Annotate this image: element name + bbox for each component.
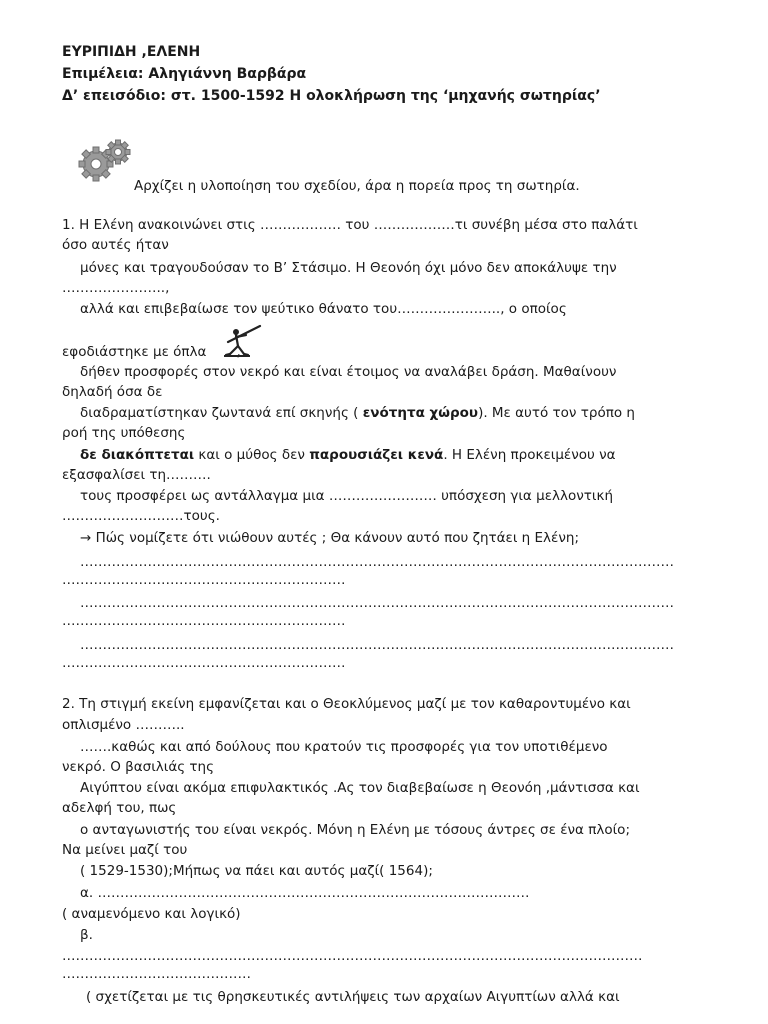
- q2-answer-a[interactable]: α. ……………………………………………………………………………………: [80, 885, 530, 901]
- no-interruption-term: δε διακόπτεται: [80, 447, 195, 463]
- q1-line-9a: διαδραματίστηκαν ζωντανά επί σκηνής (: [80, 405, 363, 421]
- q1-line-11d: . Η Ελένη προκειμένου να: [443, 447, 616, 463]
- q1-line-10: ροή της υπόθεσης: [62, 425, 186, 441]
- gears-icon: [78, 136, 136, 186]
- soldier-icon: [222, 322, 262, 358]
- spatial-unity-term: ενότητα χώρου: [362, 405, 479, 421]
- q1-line-9: [80, 404, 635, 422]
- q1-line-8: δηλαδή όσα δε: [62, 384, 163, 400]
- q2-answer-b-line-2[interactable]: ……………………………………: [62, 966, 251, 982]
- q2-line-7: ο ανταγωνιστής του είναι νεκρός. Μόνη η Ελένη με τόσους άντρες σε ένα πλοίο;: [80, 822, 630, 838]
- q1-line-7: δήθεν προσφορές στον νεκρό και είναι έτοιμος να αναλάβει δράση. Μαθαίνουν: [80, 364, 617, 380]
- q1-line-9c: ). Με αυτό τον τρόπο η: [478, 405, 635, 421]
- q2-answer-b-label: β.: [80, 927, 93, 943]
- answer-line-4[interactable]: ………………………………………………………: [62, 613, 346, 629]
- q1-line-1: 1. Η Ελένη ανακοινώνει στις ……………… του ………………τι συνέβη μέσα στο παλάτι: [62, 217, 638, 233]
- q2-line-2: οπλισμένο ………..: [62, 717, 185, 733]
- q2-line-1: 2. Τη στιγμή εκείνη εμφανίζεται και ο Θεοκλύμενος μαζί με τον καθαροντυμένο και: [62, 696, 631, 712]
- answer-line-1[interactable]: ……………………………………………………………………………………………………………………: [80, 554, 674, 570]
- intro-line: Αρχίζει η υλοποίηση του σχεδίου, άρα η πορεία προς τη σωτηρία.: [134, 178, 580, 194]
- author-title: ΕΥΡΙΠΙΔΗ ,ΕΛΕΝΗ: [62, 44, 201, 60]
- q1-line-5: αλλά και επιβεβαίωσε τον ψεύτικο θάνατο του………………….., ο οποίος: [80, 301, 567, 317]
- answer-line-6[interactable]: ………………………………………………………: [62, 655, 346, 671]
- q1-line-6: [62, 343, 241, 361]
- answer-line-2[interactable]: ………………………………………………………: [62, 572, 346, 588]
- q2-line-3: …….καθώς και από δούλους που κρατούν τις προσφορές για τον υποτιθέμενο: [80, 739, 608, 755]
- q1-question: → Πώς νομίζετε ότι νιώθουν αυτές ; Θα κάνουν αυτό που ζητάει η Ελένη;: [80, 530, 579, 546]
- q2-line-11: ( αναμενόμενο και λογικό): [62, 906, 241, 922]
- q1-line-6-comma: ,: [236, 344, 241, 360]
- q1-line-2: όσο αυτές ήταν: [62, 237, 169, 253]
- q2-line-6: αδελφή του, πως: [62, 800, 177, 816]
- q1-line-3: μόνες και τραγουδούσαν το Β’ Στάσιμο. Η Θεονόη όχι μόνο δεν αποκάλυψε την: [80, 260, 617, 276]
- episode-title: Δ’ επεισόδιο: στ. 1500-1592 Η ολοκλήρωση της ‘μηχανής σωτηρίας’: [62, 88, 601, 104]
- answer-line-3[interactable]: ……………………………………………………………………………………………………………………: [80, 595, 674, 611]
- q1-line-14: ………………………τους.: [62, 508, 220, 524]
- q2-line-15: ( σχετίζεται με τις θρησκευτικές αντιλήψεις των αρχαίων Αιγυπτίων αλλά και: [86, 989, 620, 1005]
- q1-line-11: [80, 446, 616, 464]
- editor-line: Επιμέλεια: Αληγιάννη Βαρβάρα: [62, 66, 307, 82]
- q2-line-9: ( 1529-1530);Μήπως να πάει και αυτός μαζί( 1564);: [80, 863, 433, 879]
- no-gaps-term: παρουσιάζει κενά: [309, 447, 444, 463]
- answer-line-5[interactable]: ……………………………………………………………………………………………………………………: [80, 637, 674, 653]
- q1-line-13: τους προσφέρει ως αντάλλαγμα μια …………………… υπόσχεση για μελλοντική: [80, 488, 613, 504]
- q1-line-12: εξασφαλίσει τη……….: [62, 467, 211, 483]
- q1-line-4: …………………..,: [62, 280, 170, 296]
- q2-answer-b-line-1[interactable]: …………………………………………………………………………………………………………………: [62, 948, 643, 964]
- q1-line-6-text: εφοδιάστηκε με όπλα: [62, 344, 207, 360]
- q2-line-8: Να μείνει μαζί του: [62, 842, 188, 858]
- q2-line-5: Αιγύπτου είναι ακόμα επιφυλακτικός .Ας τον διαβεβαίωσε η Θεονόη ,μάντισσα και: [80, 780, 640, 796]
- q1-line-11b: και ο μύθος δεν: [194, 447, 310, 463]
- q2-line-4: νεκρό. Ο βασιλιάς της: [62, 759, 215, 775]
